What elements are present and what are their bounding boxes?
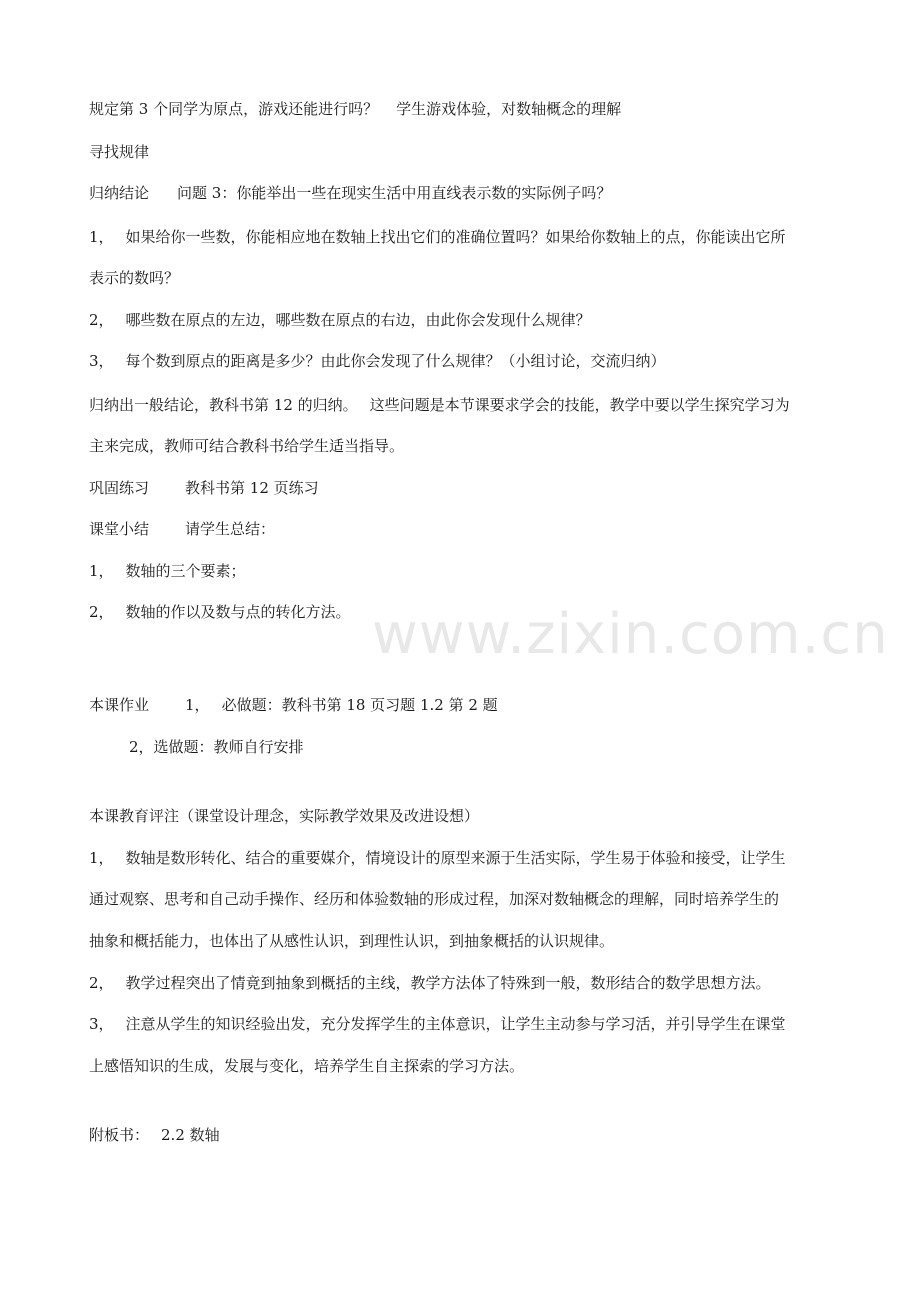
- section-heading: [89, 806, 479, 826]
- text-line: [89, 436, 404, 456]
- section-heading: 附板书：: [89, 1126, 150, 1144]
- list-item: [89, 602, 351, 622]
- text-segment: 主来完成，教师可结合教科书给学生适当指导。: [89, 437, 405, 455]
- list-item: [89, 310, 591, 330]
- list-number: 1，: [89, 228, 114, 246]
- text-line: [89, 268, 179, 288]
- text-segment: 问题 3：你能举出一些在现实生活中用直线表示数的实际例子吗？: [177, 184, 612, 202]
- text-line: [89, 183, 611, 203]
- list-number: 1，: [89, 562, 114, 580]
- section-heading: [89, 142, 149, 162]
- text-segment: 必做题：教科书第 18 页习题 1.2 第 2 题: [221, 696, 498, 714]
- text-line: [89, 1056, 524, 1076]
- section-heading: 归纳结论: [89, 184, 150, 202]
- section-heading: 课堂小结: [89, 520, 150, 538]
- text-segment: 2，选做题：教师自行安排: [129, 738, 304, 756]
- text-segment: 数轴的作以及数与点的转化方法。: [125, 603, 351, 621]
- list-number: 1，: [185, 696, 210, 714]
- list-number: 3，: [89, 352, 114, 370]
- text-segment: 学生游戏体验，对数轴概念的理解: [396, 100, 622, 118]
- text-segment: 数轴是数形转化、结合的重要媒介，情境设计的原型来源于生活实际，学生易于体验和接受，让学生: [125, 849, 786, 867]
- list-item: [89, 227, 786, 247]
- text-segment: 上感悟知识的生成，发展与变化，培养学生自主探索的学习方法。: [89, 1057, 525, 1075]
- text-segment: 表示的数吗？: [89, 269, 180, 287]
- text-line: [89, 889, 779, 909]
- section-heading: 本课作业: [89, 696, 150, 714]
- list-item: [89, 351, 666, 371]
- list-number: 3，: [89, 1015, 114, 1033]
- list-number: 2，: [89, 974, 114, 992]
- text-segment: 寻找规律: [89, 143, 150, 161]
- section-heading: 巩固练习: [89, 479, 150, 497]
- text-segment: 抽象和概括能力，也体出了从感性认识，到理性认识，到抽象概括的认识规律。: [89, 932, 615, 950]
- text-segment: 注意从学生的知识经验出发，充分发挥学生的主体意识，让学生主动参与学习活，并引导学生在课堂: [125, 1015, 786, 1033]
- text-segment: 规定第 3 个同学为原点，游戏还能进行吗？: [89, 100, 379, 118]
- watermark: www.zixin.com.cn: [372, 602, 889, 667]
- text-segment: 教学过程突出了情竟到抽象到概括的主线，教学方法体了特殊到一般，数形结合的数学思想方法。: [125, 974, 771, 992]
- text-segment: 这些问题是本节课要求学会的技能，教学中要以学生探究学习为: [369, 396, 790, 414]
- text-segment: 本课教育评注（课堂设计理念，实际教学效果及改进设想）: [89, 807, 480, 825]
- text-line: [89, 478, 319, 498]
- text-line: [89, 395, 790, 415]
- list-number: 2，: [89, 603, 114, 621]
- text-line: [89, 931, 614, 951]
- text-line: [89, 519, 275, 539]
- text-segment: 通过观察、思考和自己动手操作、经历和体验数轴的形成过程，加深对数轴概念的理解，同时培养学生的: [89, 890, 780, 908]
- list-item: [129, 737, 304, 757]
- list-number: 2，: [89, 311, 114, 329]
- text-segment: 教科书第 12 页练习: [185, 479, 319, 497]
- text-segment: 请学生总结：: [185, 520, 276, 538]
- list-item: [89, 561, 246, 581]
- text-line: [89, 695, 498, 715]
- text-line: [89, 99, 621, 119]
- list-number: 1，: [89, 849, 114, 867]
- text-segment: 2.2 数轴: [161, 1126, 220, 1144]
- text-segment: 如果给你一些数，你能相应地在数轴上找出它们的准确位置吗？如果给你数轴上的点，你能读出它所: [125, 228, 786, 246]
- text-segment: 数轴的三个要素；: [125, 562, 246, 580]
- list-item: [89, 973, 771, 993]
- text-line: [89, 1125, 220, 1145]
- text-segment: 哪些数在原点的左边，哪些数在原点的右边，由此你会发现什么规律？: [125, 311, 591, 329]
- list-item: [89, 848, 786, 868]
- list-item: [89, 1014, 786, 1034]
- text-segment: 每个数到原点的距离是多少？由此你会发现了什么规律？（小组讨论，交流归纳）: [125, 352, 666, 370]
- text-segment: 归纳出一般结论，教科书第 12 的归纳。: [89, 396, 358, 414]
